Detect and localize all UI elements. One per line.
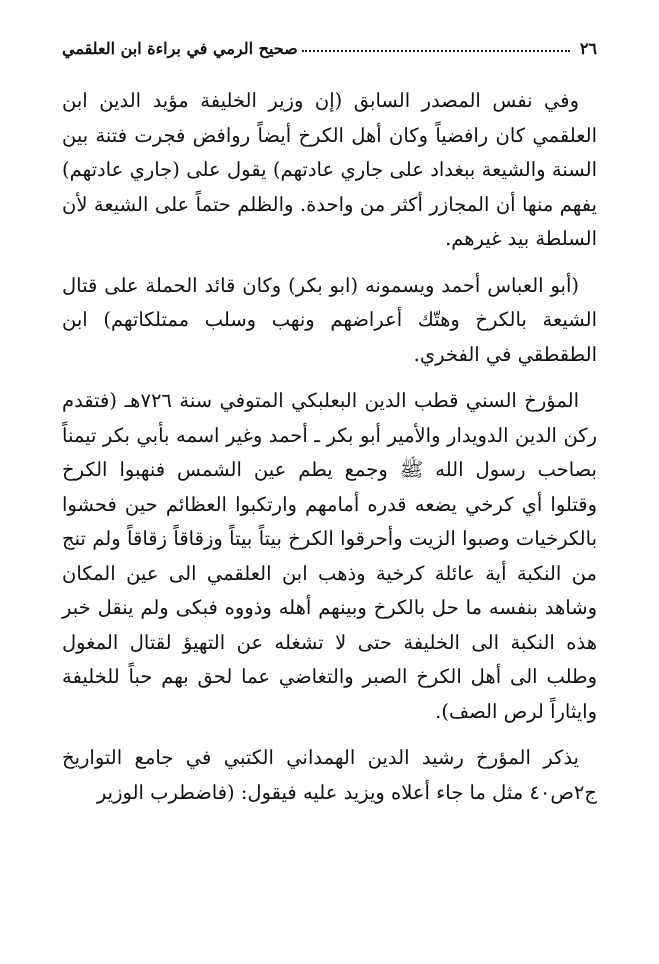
- header-dotted-leader: [302, 50, 570, 52]
- paragraph: المؤرخ السني قطب الدين البعلبكي المتوفي سنة ٧٢٦هـ (فتقدم ركن الدين الدويدار والأمير أبو بكر ـ أحمد وغير اسمه بأبي بكر تيمناً بصاحب رسول الله ﷺ وجمع يطم عين الشمس فنهبوا الكرخ وقتلوا أي كرخي يضعه قدره أمامهم وارتكبوا العظائم حين فحشوا بالكرخيات وصبوا الزيت وأحرقوا الكرخ بيتاً بيتاً وزقاقاً زقاقاً ولم تنج من النكبة أية عائلة كرخية وذهب ابن العلقمي الى عين المكان وشاهد بنفسه ما حل بالكرخ وبينهم أهله وذووه فبكى ولم ينقل خبر هذه النكبة الى الخليفة حتى لا تشغله عن التهيؤ لقتال المغول وطلب الى أهل الكرخ الصبر والتغاضي عما لحق بهم حباً للخليفة وايثاراً لرص الصف).: [62, 389, 597, 723]
- paragraph: وفي نفس المصدر السابق (إن وزير الخليفة مؤيد الدين ابن العلقمي كان رافضياً وكان أهل الكرخ أيضاً روافض فجرت فتنة بين السنة والشيعة ببغداد على جاري عادتهم) يقول على (جاري عادتهم) يفهم منها أن المجازر أكثر من واحدة. والظلم حتماً على الشيعة لأن السلطة بيد غيرهم.: [62, 89, 597, 250]
- book-title: صحيح الرمي في براءة ابن العلقمي: [62, 39, 298, 58]
- running-header: [62, 34, 597, 58]
- body-text: [62, 84, 597, 822]
- page-number: ٢٦: [579, 39, 597, 58]
- paragraph: يذكر المؤرخ رشيد الدين الهمداني الكتبي في جامع التواريخ ج٢ص٤٠ مثل ما جاء أعلاه ويزيد عليه فيقول: (فاضطرب الوزير: [62, 746, 597, 804]
- paragraph: (أبو العباس أحمد ويسمونه (ابو بكر) وكان قائد الحملة على قتال الشيعة بالكرخ وهتّك أعراضهم ونهب وسلب ممتلكاتهم) ابن الطقطقي في الفخري.: [62, 273, 597, 366]
